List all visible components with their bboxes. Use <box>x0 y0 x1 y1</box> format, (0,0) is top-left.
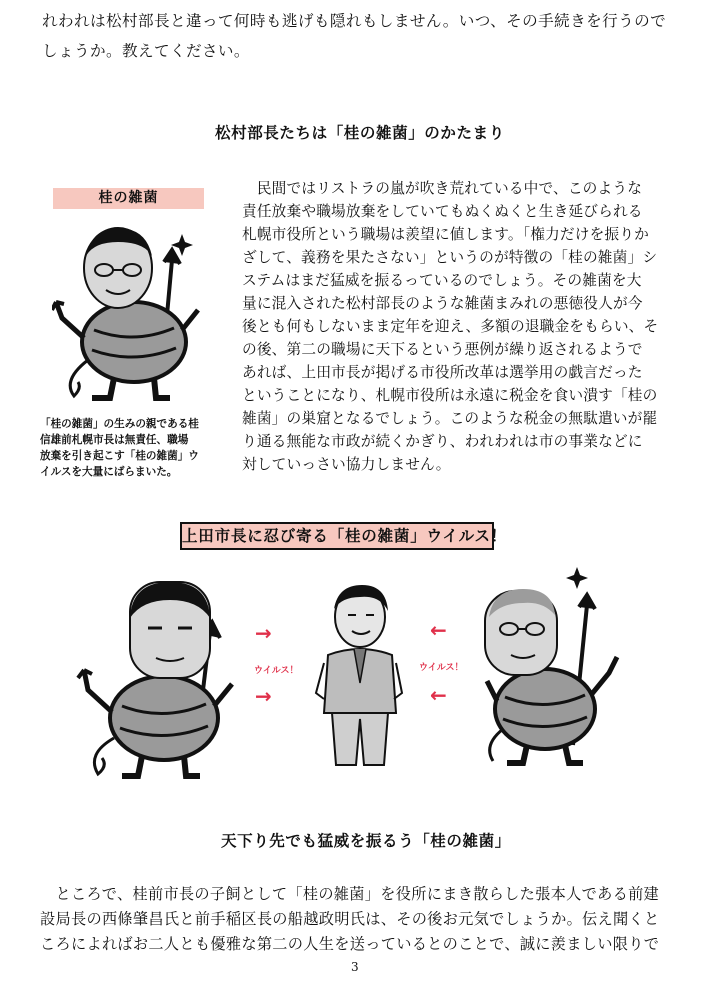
body-line: の後、第二の職場に天下るという悪例が繰り返されるようで <box>242 341 643 358</box>
caption-line: 放棄を引き起こす「桂の雑菌」ウ <box>40 450 199 462</box>
arrow-right: → <box>255 684 272 708</box>
virus-label: ウイルス！ <box>254 666 299 676</box>
body-line: ステムはまだ猛威を振るっているのでしょう。その雑菌を大 <box>242 272 642 289</box>
body-line: 雑菌」の巣窟となるでしょう。このような税金の無駄遣いが罷 <box>242 410 658 427</box>
bottom-line: ところで、桂前市長の子飼として「桂の雑菌」を役所にまき散らした張本人である前建 <box>40 885 660 903</box>
body-line: 札幌市役所という職場は羨望に値します。「権力だけを振りか <box>242 226 649 243</box>
body-line: 民間ではリストラの嵐が吹き荒れている中で、このような <box>242 180 643 197</box>
portrait-avatar <box>84 228 152 308</box>
section2-heading: 天下り先でも猛威を振るう「桂の雑菌」 <box>221 832 511 850</box>
portrait-avatar <box>130 582 210 678</box>
body-line: 後とも何もしないまま定年を迎え、多額の退職金をもらい、そ <box>242 318 659 335</box>
body-line: 対していっさい協力しません。 <box>242 456 451 473</box>
arrow-left: ← <box>430 618 447 642</box>
body-line: 量に混入された松村部長のような雑菌まみれの悪徳役人が今 <box>242 295 643 312</box>
mayor-illustration <box>310 583 410 773</box>
body-line: ということになり、札幌市役所は永遠に税金を食い潰す「桂の <box>242 387 658 404</box>
page-number: 3 <box>351 960 359 974</box>
katsura-zakin-tag: 桂の雑菌 <box>53 188 204 209</box>
virus-label: ウイルス！ <box>419 663 464 673</box>
arrow-right: → <box>255 621 272 645</box>
bottom-line: ころによればお二人とも優雅な第二の人生を送っているとのことで、誠に羨ましい限りで <box>40 935 660 953</box>
intro-line: しょうか。教えてください。 <box>42 42 250 60</box>
section1-heading: 松村部長たちは「桂の雑菌」のかたまり <box>215 124 505 142</box>
caption-line: イルスを大量にばらまいた。 <box>40 466 178 478</box>
body-line: 責任放棄や職場放棄をしていてもぬくぬくと生き延びられる <box>242 203 643 220</box>
sparkle-icon <box>566 567 588 589</box>
portrait-avatar <box>485 589 557 675</box>
caption-line: 「桂の雑菌」の生みの親である桂 <box>40 418 199 430</box>
body-line: あれば、上田市長が掲げる市役所改革は選挙用の戯言だった <box>242 364 643 381</box>
body-line: ざして、義務を果たさない」というのが特徴の「桂の雑菌」シ <box>242 249 658 266</box>
germ-character-right-illustration <box>483 565 633 770</box>
caption-line: 信雄前札幌市長は無責任、職場 <box>40 434 189 446</box>
germ-character-left-illustration <box>70 578 250 783</box>
body-line: り通る無能な市政が続くかぎり、われわれは市の事業などに <box>242 433 643 450</box>
bottom-line: 設局長の西條肇昌氏と前手稲区長の船越政明氏は、その後お元気でしょうか。伝え聞くと <box>40 910 660 928</box>
arrow-left: ← <box>430 683 447 707</box>
germ-character-illustration <box>52 220 222 405</box>
virus-banner: 上田市長に忍び寄る「桂の雑菌」ウイルス！ <box>180 522 494 550</box>
intro-line: れわれは松村部長と違って何時も逃げも隠れもしません。いつ、その手続きを行うので <box>42 12 667 30</box>
